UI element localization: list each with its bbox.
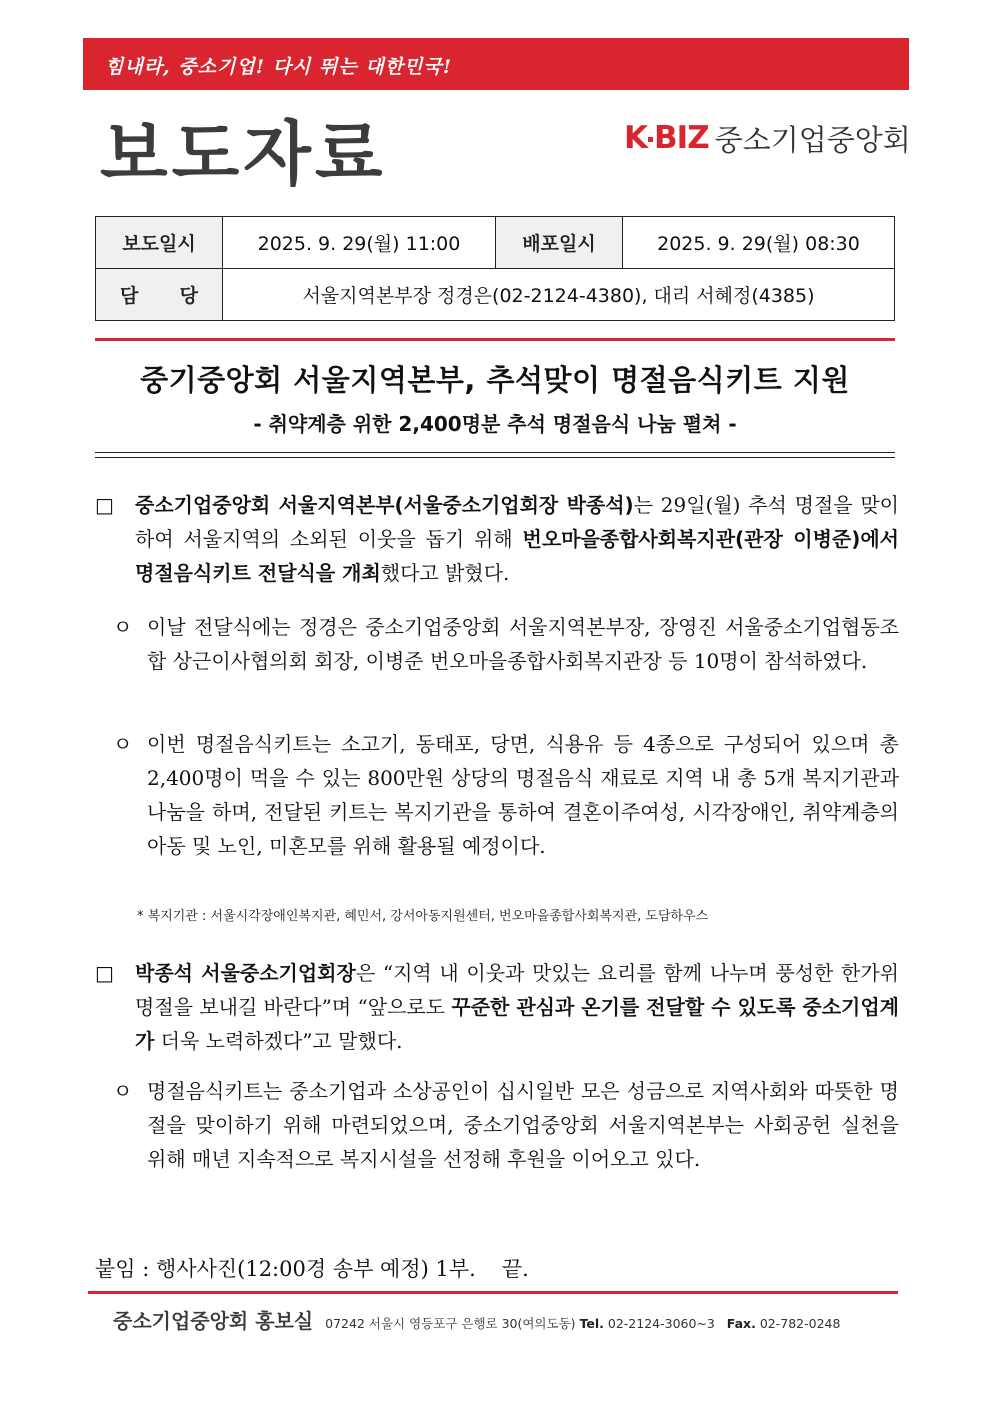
paragraph-1b [95,727,899,863]
subheadline: - 취약계층 위한 2,400명분 추석 명절음식 나눔 펼쳐 - [253,412,737,436]
distribute-label: 배포일시 [496,217,623,269]
p1-text-1: 는 29일(월) 추석 명절을 맞이하여 서울지역의 소외된 이웃을 돕기 위해 [135,493,900,551]
contact-label-char-1: 담 [120,285,139,307]
circle-bullet: ㅇ [113,615,133,639]
p2a-text: 명절음식키트는 중소기업과 소상공인이 십시일반 모은 성금으로 지역사회와 따뜻한 명절을 맞이하기 위해 마련되었으며, 중소기업중앙회 서울지역본부는 사회공헌 실천을 위해 매년 지속적으로 복지시설을 선정해 후원을 이어오고 있다. [147,1079,899,1171]
slogan-text: 힘내라, 중소기업! 다시 뛰는 대한민국! [105,56,453,78]
footer-department: 중소기업중앙회 홍보실 [113,1309,314,1333]
p2-bold-1: 박종석 서울중소기업회장 [135,961,356,985]
p2-text-1: 은 “지역 내 이웃과 맛있는 요리를 함께 나누며 풍성한 한가위 명절을 보내길 바란다”며 “앞으로도 [135,961,900,1019]
footer-fax: 02-782-0248 [759,1316,841,1331]
kbiz-wordmark [624,120,709,156]
circle-bullet: ㅇ [113,1079,133,1103]
headline: 중기중앙회 서울지역본부, 추석맞이 명절음식키트 지원 [140,363,850,397]
kbiz-rest: BIZ [654,120,709,156]
p1-text-2: 했다고 밝혔다. [380,561,510,585]
p1-bold-1: 중소기업중앙회 서울지역본부(서울중소기업회장 박종석) [135,493,634,517]
contact-value: 서울지역본부장 정경은(02-2124-4380), 대리 서혜정(4385) [223,269,895,321]
paragraph-1a [95,610,899,678]
logo-org-name: 중소기업중앙회 [714,122,911,157]
double-divider [95,452,895,458]
p2-text-2: 더욱 노력하겠다”고 말했다. [154,1029,403,1053]
document-title: 보도자료 [100,113,387,195]
footer-divider [88,1291,898,1294]
square-bullet: □ [95,961,114,985]
p2-bold-2: 꾸준한 관심과 온기를 전달할 수 있도록 중소기업계가 [135,995,900,1053]
footer-tel: 02-2124-3060~3 [607,1316,715,1331]
contact-row [96,269,895,321]
footer-tel-label: Tel. [579,1316,604,1331]
release-row [96,217,895,269]
paragraph-1 [95,488,899,590]
kbiz-k: K [624,120,648,156]
square-bullet: □ [95,493,114,517]
welfare-note: * 복지기관 : 서울시각장애인복지관, 혜민서, 강서아동지원센터, 번오마을종합사회복지관, 도담하우스 [137,909,709,924]
paragraph-2a [95,1074,899,1176]
p1b-text: 이번 명절음식키트는 소고기, 동태포, 당면, 식용유 등 4종으로 구성되어 있으며 총 2,400명이 먹을 수 있는 800만원 상당의 명절음식 재료로 지역 내 총 5개 복지기관과 나눔을 하며, 전달된 키트는 복지기관을 통하여 결혼이주여성, 시각장애인, 취약계층의 아동 및 노인, 미혼모를 위해 활용될 예정이다. [147,732,899,858]
footer-address: 07242 서울시 영등포구 은행로 30(여의도동) [325,1316,576,1331]
slogan-banner [83,38,909,90]
release-value: 2025. 9. 29(월) 11:00 [223,217,496,269]
logo-dot-icon [648,137,653,142]
end-mark: 끝. [501,1257,529,1281]
distribute-value: 2025. 9. 29(월) 08:30 [623,217,895,269]
release-info-table [95,216,895,321]
circle-bullet: ㅇ [113,732,133,756]
headline-divider [95,338,895,341]
kbiz-logo [624,118,911,158]
p1-bold-2: 번오마을종합사회복지관(관장 이병준)에서 명절음식키트 전달식을 개최 [135,527,899,585]
attachment-text: 붙임 : 행사사진(12:00경 송부 예정) 1부. [95,1257,476,1281]
footer-fax-label: Fax. [726,1316,756,1331]
attachment-line [95,1253,529,1283]
contact-label [96,269,223,321]
paragraph-2 [95,956,899,1058]
footer [113,1305,840,1334]
release-label: 보도일시 [96,217,223,269]
contact-label-char-2: 당 [179,285,198,307]
p1a-text: 이날 전달식에는 정경은 중소기업중앙회 서울지역본부장, 장영진 서울중소기업협동조합 상근이사협의회 회장, 이병준 번오마을종합사회복지관장 등 10명이 참석하였다. [147,615,899,673]
